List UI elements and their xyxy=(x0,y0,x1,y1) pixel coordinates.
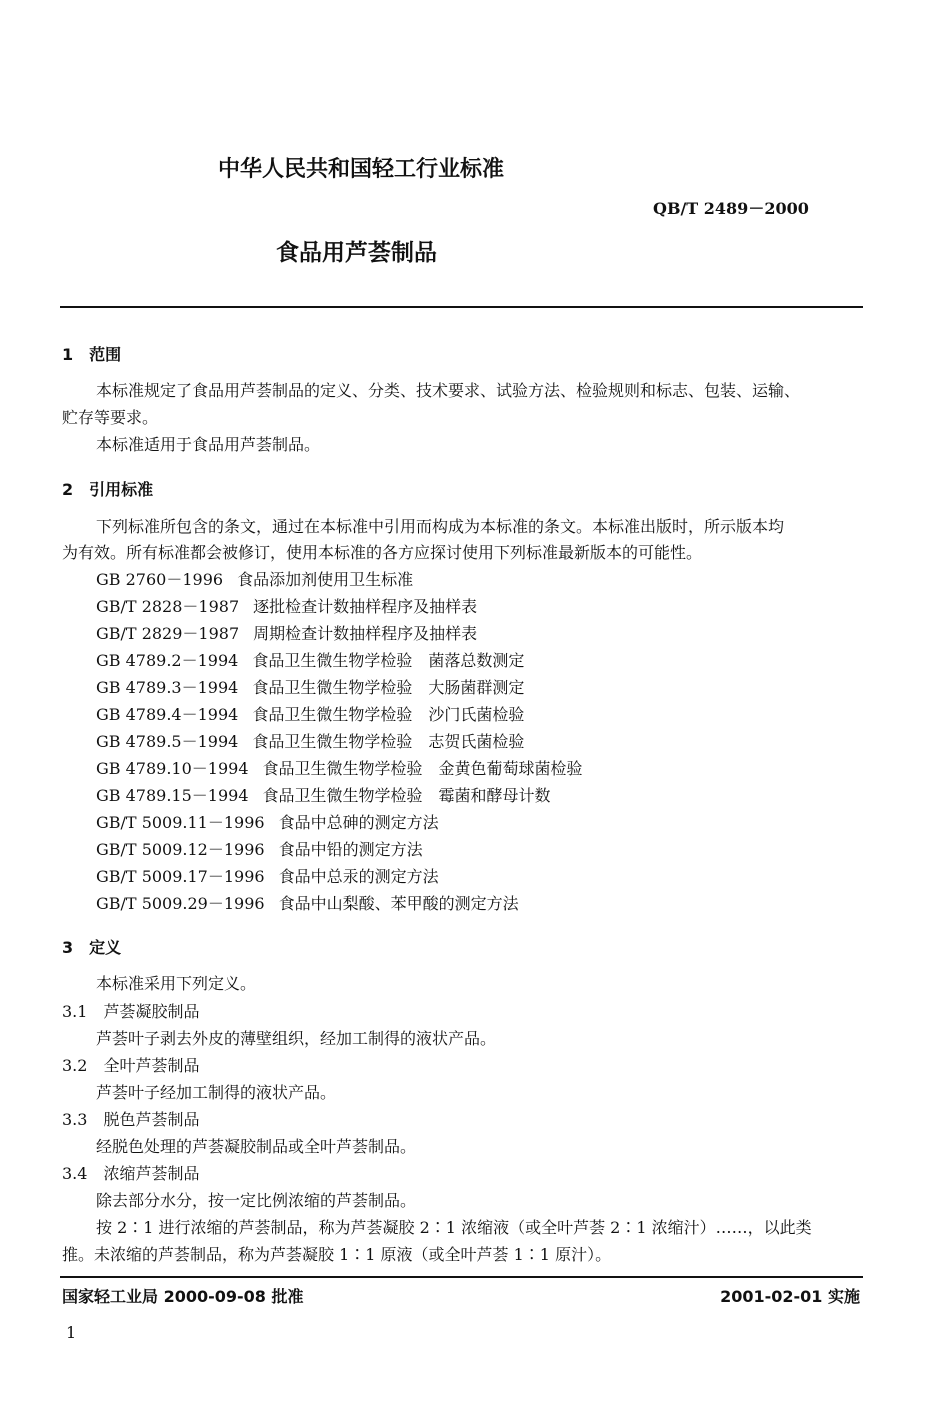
reference-title: 食品添加剂使用卫生标准 xyxy=(237,570,414,589)
reference-code: GB 4789.3－1994 xyxy=(96,678,239,697)
definition-3-1-text: 芦荟叶子剥去外皮的薄壁组织，经加工制得的液状产品。 xyxy=(96,1029,497,1048)
approval-statement: 国家轻工业局 2000-09-08 批准 xyxy=(62,1287,304,1306)
definition-3-3-term: 3.3 脱色芦荟制品 xyxy=(62,1110,200,1129)
definition-3-4-note-line1: 按 2∶1 进行浓缩的芦荟制品，称为芦荟凝胶 2∶1 浓缩液（或全叶芦荟 2∶1 浓缩汁）……，以此类 xyxy=(96,1218,812,1237)
reference-code: GB 4789.10－1994 xyxy=(96,759,249,778)
footer-divider xyxy=(60,1276,863,1278)
section-3-intro: 本标准采用下列定义。 xyxy=(96,974,257,993)
reference-item xyxy=(96,678,524,698)
reference-item xyxy=(96,786,551,806)
reference-title: 食品中总砷的测定方法 xyxy=(278,813,439,832)
section-2-paragraph-line2: 为有效。所有标准都会被修订，使用本标准的各方应探讨使用下列标准最新版本的可能性。 xyxy=(62,543,703,562)
definition-3-2-term: 3.2 全叶芦荟制品 xyxy=(62,1056,200,1075)
section-1-paragraph-line1: 本标准规定了食品用芦荟制品的定义、分类、技术要求、试验方法、检验规则和标志、包装、运输、 xyxy=(96,381,801,400)
reference-code: GB 4789.2－1994 xyxy=(96,651,239,670)
reference-item xyxy=(96,813,439,833)
header-divider xyxy=(60,306,863,308)
reference-title: 逐批检查计数抽样程序及抽样表 xyxy=(253,597,478,616)
document-title: 食品用芦荟制品 xyxy=(276,240,437,266)
effective-date: 2001-02-01 实施 xyxy=(720,1287,860,1306)
reference-title: 食品卫生微生物学检验 金黄色葡萄球菌检验 xyxy=(262,759,583,778)
standard-number: QB/T 2489－2000 xyxy=(653,199,809,218)
definition-3-4-text: 除去部分水分，按一定比例浓缩的芦荟制品。 xyxy=(96,1191,417,1210)
reference-code: GB 4789.5－1994 xyxy=(96,732,239,751)
definition-3-2-text: 芦荟叶子经加工制得的液状产品。 xyxy=(96,1083,337,1102)
reference-title: 食品卫生微生物学检验 菌落总数测定 xyxy=(252,651,525,670)
reference-title: 食品中总汞的测定方法 xyxy=(278,867,439,886)
reference-item xyxy=(96,732,524,752)
reference-title: 食品卫生微生物学检验 沙门氏菌检验 xyxy=(252,705,525,724)
reference-code: GB 2760－1996 xyxy=(96,570,224,589)
reference-code: GB/T 5009.17－1996 xyxy=(96,867,265,886)
reference-title: 周期检查计数抽样程序及抽样表 xyxy=(253,624,478,643)
reference-code: GB/T 2829－1987 xyxy=(96,624,240,643)
reference-item xyxy=(96,570,413,590)
reference-item xyxy=(96,840,423,860)
reference-item xyxy=(96,624,477,644)
reference-item xyxy=(96,867,439,887)
reference-code: GB 4789.15－1994 xyxy=(96,786,249,805)
section-2-paragraph-line1: 下列标准所包含的条文，通过在本标准中引用而构成为本标准的条文。本标准出版时，所示版本均 xyxy=(96,517,785,536)
org-title: 中华人民共和国轻工行业标准 xyxy=(218,157,505,182)
section-1-heading: 1 范围 xyxy=(62,345,122,364)
definition-3-4-term: 3.4 浓缩芦荟制品 xyxy=(62,1164,200,1183)
reference-code: GB 4789.4－1994 xyxy=(96,705,239,724)
definition-3-4-note-line2: 推。未浓缩的芦荟制品，称为芦荟凝胶 1∶1 原液（或全叶芦荟 1∶1 原汁）。 xyxy=(62,1245,612,1264)
reference-code: GB/T 5009.11－1996 xyxy=(96,813,265,832)
reference-title: 食品中山梨酸、苯甲酸的测定方法 xyxy=(278,894,519,913)
reference-code: GB/T 5009.12－1996 xyxy=(96,840,265,859)
section-1-paragraph-line2: 贮存等要求。 xyxy=(62,408,159,427)
reference-item xyxy=(96,651,524,671)
section-2-heading: 2 引用标准 xyxy=(62,480,154,499)
definition-3-1-term: 3.1 芦荟凝胶制品 xyxy=(62,1002,200,1021)
reference-item xyxy=(96,597,477,617)
reference-title: 食品卫生微生物学检验 大肠菌群测定 xyxy=(252,678,525,697)
reference-code: GB/T 2828－1987 xyxy=(96,597,240,616)
definition-3-3-text: 经脱色处理的芦荟凝胶制品或全叶芦荟制品。 xyxy=(96,1137,417,1156)
reference-item xyxy=(96,894,519,914)
reference-title: 食品卫生微生物学检验 霉菌和酵母计数 xyxy=(262,786,551,805)
reference-title: 食品卫生微生物学检验 志贺氏菌检验 xyxy=(252,732,525,751)
reference-item xyxy=(96,759,583,779)
reference-item xyxy=(96,705,524,725)
reference-title: 食品中铅的测定方法 xyxy=(278,840,423,859)
section-1-paragraph2: 本标准适用于食品用芦荟制品。 xyxy=(96,435,321,454)
section-3-heading: 3 定义 xyxy=(62,938,122,957)
page-number: 1 xyxy=(66,1323,77,1342)
reference-code: GB/T 5009.29－1996 xyxy=(96,894,265,913)
